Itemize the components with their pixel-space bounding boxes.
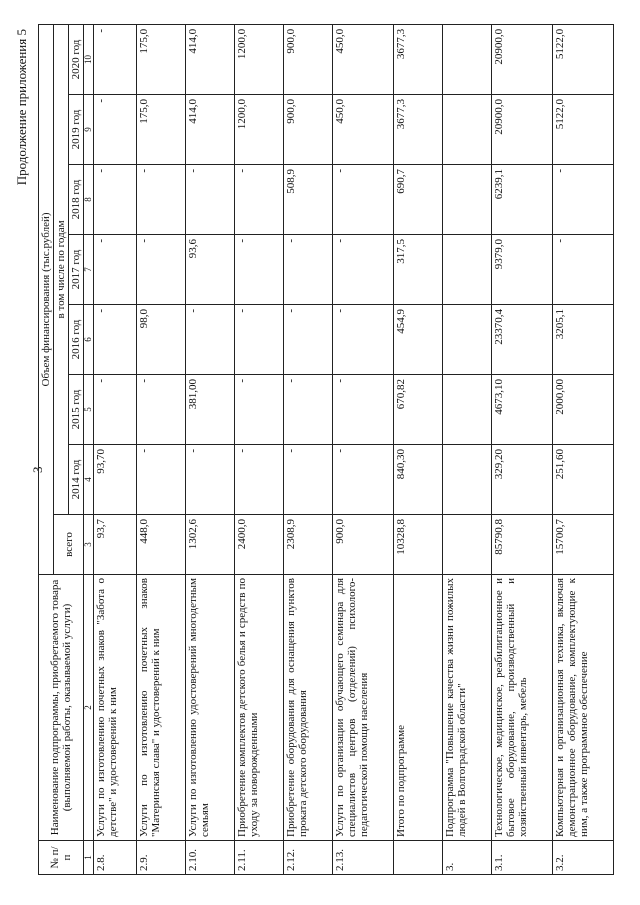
row-total: 1302,6 [186,515,235,575]
header-year: 2014 год [69,445,84,515]
row-number: 2.11. [235,841,284,875]
row-total: 15700,7 [553,515,614,575]
row-total: 93,7 [94,515,137,575]
row-year-value: - [137,235,186,305]
header-funding: Объем финансирования (тыс.рублей) [39,24,54,574]
row-year-value [443,445,492,515]
row-year-value: 329,20 [492,445,553,515]
row-year-value: - [553,165,614,235]
row-year-value: - [284,305,333,375]
row-number: 2.13. [333,841,394,875]
row-year-value: 900,0 [284,24,333,94]
row-name: Услуги по организации обучающего семинара для специалистов центров (отделений) психолого-педагогической помощи населения [333,575,394,841]
row-year-value: - [137,375,186,445]
row-year-value: 508,9 [284,165,333,235]
row-year-value: - [333,235,394,305]
header-year: 2017 год [69,235,84,305]
table-row [394,24,443,874]
row-year-value: - [94,305,137,375]
header-year: 2019 год [69,95,84,165]
row-year-value: - [553,235,614,305]
row-year-value: 454,9 [394,305,443,375]
row-year-value: 900,0 [284,95,333,165]
table-row [333,24,394,874]
rotated-sheet [0,23,640,883]
row-year-value: - [94,235,137,305]
column-index: 6 [84,305,94,375]
row-year-value [443,305,492,375]
row-year-value: - [235,235,284,305]
row-year-value: 6239,1 [492,165,553,235]
column-index: 4 [84,445,94,515]
row-name: Услуги по изготовлению почетных знаков "Материнская слава" и удостоверений к ним [137,575,186,841]
row-year-value: 93,70 [94,445,137,515]
row-total [443,515,492,575]
row-year-value: 3677,3 [394,95,443,165]
row-year-value [443,95,492,165]
row-year-value: - [235,165,284,235]
row-year-value: - [333,165,394,235]
column-index: 8 [84,165,94,235]
row-number: 3. [443,841,492,875]
table-row [492,24,553,874]
row-year-value: 98,0 [137,305,186,375]
row-name: Подпрограмма "Повышение качества жизни пожилых людей в Волгоградской области" [443,575,492,841]
row-year-value: 93,6 [186,235,235,305]
row-name: Приобретение оборудования для оснащения пунктов проката детского оборудования [284,575,333,841]
table-row [553,24,614,874]
table-row [284,24,333,874]
row-year-value: - [284,375,333,445]
row-name: Технологическое, медицинское, реабилитационное и бытовое оборудование, производственный и хозяйственный инвентарь, мебель [492,575,553,841]
page-number: 3 [30,466,45,473]
row-year-value: - [186,445,235,515]
row-year-value [443,165,492,235]
row-year-value: - [235,305,284,375]
table-row [235,24,284,874]
header-by-year: в том числе по годам [54,24,69,514]
row-year-value: 414,0 [186,24,235,94]
row-year-value: 381,00 [186,375,235,445]
row-total: 85790,8 [492,515,553,575]
row-year-value: - [333,445,394,515]
header-year: 2015 год [69,375,84,445]
column-index: 7 [84,235,94,305]
column-index: 5 [84,375,94,445]
table-row [186,24,235,874]
header-name: Наименование подпрограммы, приобретаемого товара (выполняемой работы, оказываемой услуги) [39,575,84,841]
row-name: Услуги по изготовлению почетных знаков "Забота о детстве" и удостоверений к ним [94,575,137,841]
row-year-value: - [235,375,284,445]
table-row [137,24,186,874]
row-number: 2.10. [186,841,235,875]
table-row [443,24,492,874]
row-year-value: 2000,00 [553,375,614,445]
table-body [94,24,614,874]
row-year-value: 840,30 [394,445,443,515]
row-year-value: 1200,0 [235,24,284,94]
header-total: всего [54,515,84,575]
row-number: 3.2. [553,841,614,875]
header-year: 2016 год [69,305,84,375]
funding-table [38,24,614,875]
row-name: Компьютерная и организационная техника, включая демонстрационное оборудование, комплектующие к ним, а также программное обеспечение [553,575,614,841]
header-year: 2018 год [69,165,84,235]
row-year-value [443,375,492,445]
row-total: 10328,8 [394,515,443,575]
row-year-value: 414,0 [186,95,235,165]
row-year-value: 251,60 [553,445,614,515]
column-index: 10 [84,24,94,94]
row-year-value: - [137,445,186,515]
row-total: 2308,9 [284,515,333,575]
row-number: 2.12. [284,841,333,875]
row-year-value [443,24,492,94]
row-total: 448,0 [137,515,186,575]
header-year: 2020 год [69,24,84,94]
row-year-value: 9379,0 [492,235,553,305]
row-number: 2.9. [137,841,186,875]
row-year-value: 20900,0 [492,24,553,94]
row-year-value: - [94,24,137,94]
row-year-value: - [137,165,186,235]
row-year-value: 5122,0 [553,95,614,165]
row-year-value: 1200,0 [235,95,284,165]
row-year-value: - [333,375,394,445]
row-year-value: - [94,165,137,235]
row-year-value: 317,5 [394,235,443,305]
row-year-value: 4673,10 [492,375,553,445]
row-year-value [443,235,492,305]
appendix-caption: Продолжение приложения 5 [14,29,29,186]
row-year-value: 5122,0 [553,24,614,94]
row-year-value: 670,82 [394,375,443,445]
row-year-value: - [333,305,394,375]
row-year-value: 450,0 [333,24,394,94]
row-year-value: 3677,3 [394,24,443,94]
row-total: 900,0 [333,515,394,575]
row-year-value: 175,0 [137,95,186,165]
row-year-value: 3205,1 [553,305,614,375]
column-index: 1 [84,841,94,875]
row-year-value: - [94,375,137,445]
row-year-value: 23370,4 [492,305,553,375]
row-number [394,841,443,875]
row-year-value: 690,7 [394,165,443,235]
row-year-value: - [284,445,333,515]
row-name: Услуги по изготовлению удостоверений многодетным семьям [186,575,235,841]
column-index: 2 [84,575,94,841]
row-year-value: - [235,445,284,515]
row-total: 2400,0 [235,515,284,575]
column-index: 9 [84,95,94,165]
row-year-value: 20900,0 [492,95,553,165]
row-number: 3.1. [492,841,553,875]
row-year-value: - [186,305,235,375]
header-no: № п/п [39,841,84,875]
row-year-value: - [186,165,235,235]
row-year-value: 450,0 [333,95,394,165]
row-number: 2.8. [94,841,137,875]
row-name: Приобретение комплектов детского белья и средств по уходу за новорожденными [235,575,284,841]
row-name: Итого по подпрограмме [394,575,443,841]
row-year-value: 175,0 [137,24,186,94]
column-index: 3 [84,515,94,575]
row-year-value: - [94,95,137,165]
row-year-value: - [284,235,333,305]
table-row [94,24,137,874]
